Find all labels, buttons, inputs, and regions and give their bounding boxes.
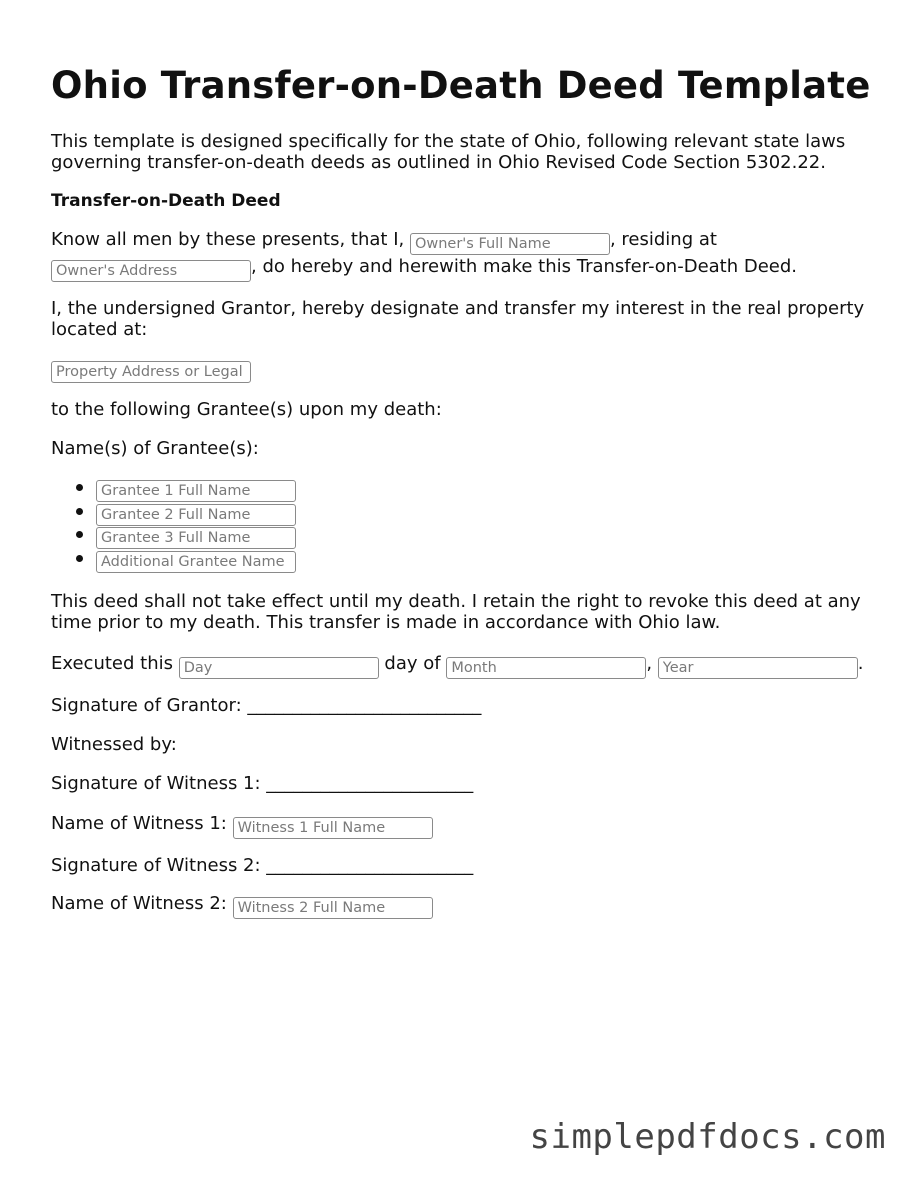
know-text-3: , do hereby and herewith make this Transfer-on-Death Deed. [251,256,798,277]
grantees-label: Name(s) of Grantee(s): [51,438,259,459]
additional-grantee-input[interactable] [96,551,296,573]
grantee-3-input[interactable] [96,527,296,549]
know-text-2: , residing at [609,229,717,250]
list-item [96,501,881,525]
list-item [96,548,881,572]
day-input[interactable] [179,657,379,679]
owner-full-name-input[interactable] [410,233,610,255]
witness-1-name-row [51,812,881,839]
witness-2-name-input[interactable] [233,897,433,919]
owner-address-input[interactable] [51,260,251,282]
to-following-text: to the following Grantee(s) upon my death: [51,399,442,420]
witness-1-signature-line: Signature of Witness 1: _______________________ [51,773,474,794]
grantee-2-input[interactable] [96,504,296,526]
witness-2-name-label: Name of Witness 2: [51,893,233,914]
year-input[interactable] [658,657,858,679]
designate-paragraph: I, the undersigned Grantor, hereby designate and transfer my interest in the real property located at: [51,298,865,340]
property-address-input[interactable] [51,361,251,383]
witness-2-name-row [51,892,881,919]
list-item [96,524,881,548]
month-input[interactable] [446,657,646,679]
know-text-1: Know all men by these presents, that I, [51,229,410,250]
grantee-list [51,477,881,571]
executed-mid: day of [378,653,447,674]
watermark: simplepdfdocs.com [529,1117,886,1157]
deed-document [51,0,881,919]
page-title: Ohio Transfer-on-Death Deed Template [51,64,871,107]
witness-2-signature-line: Signature of Witness 2: _______________________ [51,855,474,876]
know-all-men-paragraph [51,228,881,282]
executed-end: . [857,653,864,674]
intro-paragraph: This template is designed specifically for the state of Ohio, following relevant state laws governing transfer-on-death deeds as outlined in Ohio Revised Code Section 5302.22. [51,131,846,173]
grantor-signature-line: Signature of Grantor: __________________________ [51,695,482,716]
grantee-1-input[interactable] [96,480,296,502]
witness-1-name-label: Name of Witness 1: [51,813,233,834]
list-item [96,477,881,501]
executed-prefix: Executed this [51,653,179,674]
executed-line [51,652,881,679]
property-row [51,358,881,382]
witness-1-name-input[interactable] [233,817,433,839]
section-heading: Transfer-on-Death Deed [51,191,281,211]
executed-comma: , [646,653,658,674]
witnessed-by-label: Witnessed by: [51,734,177,755]
effect-paragraph: This deed shall not take effect until my death. I retain the right to revoke this deed at any time prior to my death. This transfer is made in accordance with Ohio law. [51,591,861,633]
